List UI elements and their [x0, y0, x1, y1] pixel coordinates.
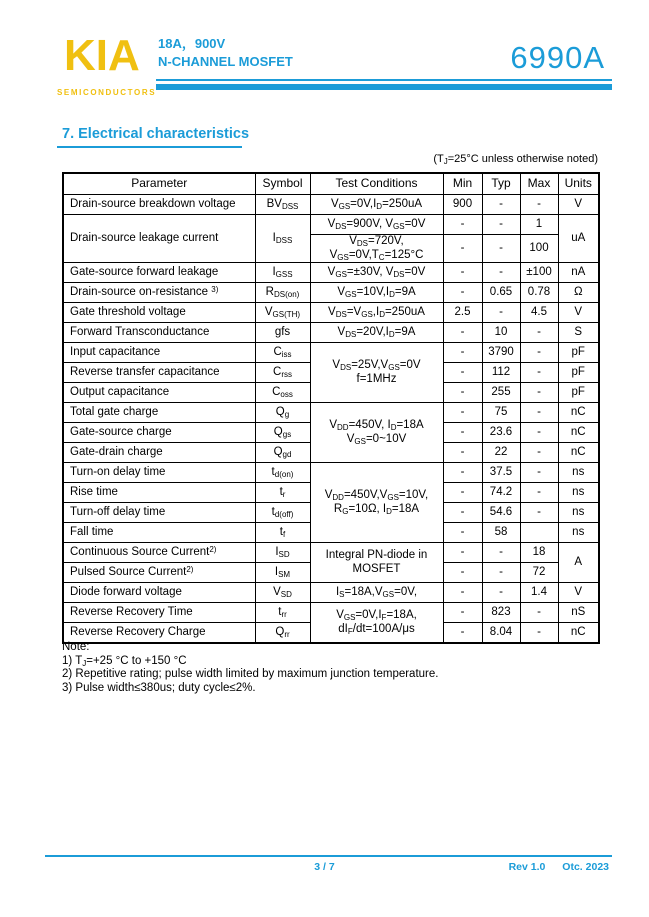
- table-row: [63, 343, 599, 363]
- cell-max: -: [520, 403, 558, 423]
- cell-symbol: $C_{oss}$: [255, 383, 310, 403]
- cell-cond: $V_{DD}=450V$, $I_D=18A$ $V_{GS}=0\sim 10V$: [310, 403, 443, 463]
- cell-typ: -: [482, 543, 520, 563]
- cell-typ: 823: [482, 603, 520, 623]
- cell-units: pF: [558, 363, 599, 383]
- cell-symbol: $t_f$: [255, 523, 310, 543]
- cell-units: nC: [558, 443, 599, 463]
- cell-param: Forward Transconductance: [63, 323, 255, 343]
- cell-min: -: [443, 623, 482, 644]
- cell-symbol: $I_{GSS}$: [255, 263, 310, 283]
- cell-cond: Integral PN-diode in MOSFET: [310, 543, 443, 583]
- cell-cond: $V_{GS}=10V,I_D=9A$: [310, 283, 443, 303]
- footer-rule: [45, 855, 612, 857]
- cell-min: -: [443, 603, 482, 623]
- cell-min: -: [443, 503, 482, 523]
- cell-typ: 54.6: [482, 503, 520, 523]
- table-row: [63, 195, 599, 215]
- cell-units: Ω: [558, 283, 599, 303]
- product-type: N-CHANNEL MOSFET: [158, 54, 293, 69]
- cell-max: -: [520, 363, 558, 383]
- cell-param: Reverse transfer capacitance: [63, 363, 255, 383]
- cell-min: -: [443, 403, 482, 423]
- cell-min: -: [443, 343, 482, 363]
- cell-param: Drain-source leakage current: [63, 215, 255, 263]
- cell-min: -: [443, 283, 482, 303]
- cell-max: -: [520, 483, 558, 503]
- cell-min: -: [443, 563, 482, 583]
- cell-max: 1.4: [520, 583, 558, 603]
- cell-param: Drain-source breakdown voltage: [63, 195, 255, 215]
- cell-units: pF: [558, 383, 599, 403]
- table-row: [63, 303, 599, 323]
- cell-min: -: [443, 463, 482, 483]
- cell-max: -: [520, 343, 558, 363]
- table-row: [63, 463, 599, 483]
- cell-max: 72: [520, 563, 558, 583]
- column-header: Typ: [482, 173, 520, 195]
- cell-typ: -: [482, 583, 520, 603]
- cell-symbol: $V_{SD}$: [255, 583, 310, 603]
- header-rule-thick: [156, 84, 612, 90]
- cell-typ: 0.65: [482, 283, 520, 303]
- cell-max: -: [520, 623, 558, 644]
- column-header: Min: [443, 173, 482, 195]
- cell-param: Total gate charge: [63, 403, 255, 423]
- cell-units: pF: [558, 343, 599, 363]
- cell-symbol: $I_{SM}$: [255, 563, 310, 583]
- cell-typ: 3790: [482, 343, 520, 363]
- cell-typ: 22: [482, 443, 520, 463]
- cell-cond: $V_{DS}=20V,I_D=9A$: [310, 323, 443, 343]
- cell-units: V: [558, 583, 599, 603]
- cell-typ: 112: [482, 363, 520, 383]
- cell-units: uA: [558, 215, 599, 263]
- cell-symbol: $C_{iss}$: [255, 343, 310, 363]
- cell-max: -: [520, 195, 558, 215]
- cell-typ: -: [482, 235, 520, 263]
- cell-symbol: $t_{rr}$: [255, 603, 310, 623]
- cell-symbol: $Q_{gd}$: [255, 443, 310, 463]
- cell-typ: 255: [482, 383, 520, 403]
- cell-param: Reverse Recovery Charge: [63, 623, 255, 644]
- cell-units: A: [558, 543, 599, 583]
- cell-units: nC: [558, 423, 599, 443]
- cell-cond: $I_S=18A,V_{GS}=0V$,: [310, 583, 443, 603]
- table-row: [63, 263, 599, 283]
- cell-min: -: [443, 483, 482, 503]
- cell-param: Gate-source charge: [63, 423, 255, 443]
- cell-param: Rise time: [63, 483, 255, 503]
- cell-max: -: [520, 603, 558, 623]
- cell-min: -: [443, 523, 482, 543]
- cell-param: Input capacitance: [63, 343, 255, 363]
- cell-param: Fall time: [63, 523, 255, 543]
- cell-typ: 74.2: [482, 483, 520, 503]
- cell-typ: 75: [482, 403, 520, 423]
- cell-max: -: [520, 323, 558, 343]
- page-number: 3 / 7: [314, 861, 335, 873]
- cell-cond: $V_{DS}=25V,V_{GS}=0V$ f=1MHz: [310, 343, 443, 403]
- cell-min: -: [443, 443, 482, 463]
- cell-param: Turn-on delay time: [63, 463, 255, 483]
- logo-subtext: SEMICONDUCTORS: [57, 88, 157, 97]
- cell-min: -: [443, 423, 482, 443]
- cell-min: -: [443, 235, 482, 263]
- cell-symbol: $Q_g$: [255, 403, 310, 423]
- cell-typ: -: [482, 563, 520, 583]
- column-header: Units: [558, 173, 599, 195]
- cell-max: -: [520, 463, 558, 483]
- notes: [62, 641, 438, 695]
- cell-symbol: $R_{DS(on)}$: [255, 283, 310, 303]
- cell-max: [520, 523, 558, 543]
- column-header: Test Conditions: [310, 173, 443, 195]
- cell-max: -: [520, 443, 558, 463]
- table-row: [63, 543, 599, 563]
- electrical-characteristics-table: [62, 172, 600, 644]
- cell-param: Pulsed Source Current$^{2)}$: [63, 563, 255, 583]
- table-row: [63, 283, 599, 303]
- cell-typ: 37.5: [482, 463, 520, 483]
- cell-min: -: [443, 583, 482, 603]
- cell-min: -: [443, 263, 482, 283]
- notes-label: Note:: [62, 641, 90, 653]
- cell-units: nA: [558, 263, 599, 283]
- cell-max: ±100: [520, 263, 558, 283]
- cell-max: 0.78: [520, 283, 558, 303]
- cell-param: Continuous Source Current$^{2)}$: [63, 543, 255, 563]
- cell-typ: 8.04: [482, 623, 520, 644]
- column-header: Parameter: [63, 173, 255, 195]
- cell-min: 900: [443, 195, 482, 215]
- cell-symbol: $t_r$: [255, 483, 310, 503]
- cell-min: -: [443, 383, 482, 403]
- cell-symbol: $I_{DSS}$: [255, 215, 310, 263]
- cell-symbol: $Q_{gs}$: [255, 423, 310, 443]
- cell-cond: $V_{DS}=V_{GS},I_D=250uA$: [310, 303, 443, 323]
- cell-max: -: [520, 423, 558, 443]
- cell-typ: -: [482, 195, 520, 215]
- cell-min: 2.5: [443, 303, 482, 323]
- table-row: [63, 603, 599, 623]
- cell-units: ns: [558, 523, 599, 543]
- cell-min: -: [443, 543, 482, 563]
- cell-param: Turn-off delay time: [63, 503, 255, 523]
- product-summary: [158, 35, 293, 71]
- section-title: 7. Electrical characteristics: [57, 126, 242, 148]
- cell-symbol: gfs: [255, 323, 310, 343]
- column-header: Max: [520, 173, 558, 195]
- note-item-1: 1) $T_J=+25$ °C to +150 °C: [62, 654, 187, 668]
- cell-typ: -: [482, 215, 520, 235]
- cell-param: Reverse Recovery Time: [63, 603, 255, 623]
- cell-units: V: [558, 195, 599, 215]
- cell-units: nS: [558, 603, 599, 623]
- cell-max: 18: [520, 543, 558, 563]
- revision-info: [509, 861, 609, 873]
- cell-max: -: [520, 503, 558, 523]
- cell-max: 4.5: [520, 303, 558, 323]
- revision: Rev 1.0: [508, 861, 546, 873]
- cell-param: Output capacitance: [63, 383, 255, 403]
- table-row: [63, 215, 599, 235]
- cell-units: nC: [558, 403, 599, 423]
- cell-cond: $V_{GS}=0V,I_F=18A$, $dI_F/dt=100A/\mu s$: [310, 603, 443, 644]
- cell-symbol: $t_{d(on)}$: [255, 463, 310, 483]
- note-item-2: 2) Repetitive rating; pulse width limited by maximum junction temperature.: [62, 668, 439, 680]
- cell-max: 1: [520, 215, 558, 235]
- cell-cond: $V_{DD}=450V,V_{GS}=10V$, $R_G=10\Omega$, $I_D=18A$: [310, 463, 443, 543]
- cell-units: ns: [558, 463, 599, 483]
- table-row: [63, 403, 599, 423]
- condition-note: ($T_J=25^\circ C$ unless otherwise noted): [433, 153, 598, 166]
- cell-param: Gate-drain charge: [63, 443, 255, 463]
- table-row: [63, 323, 599, 343]
- cell-min: -: [443, 363, 482, 383]
- cell-cond: $V_{DS}=720V$, $V_{GS}=0V,T_C=125^\circ C$: [310, 235, 443, 263]
- cell-symbol: $V_{GS(TH)}$: [255, 303, 310, 323]
- cell-param: Gate-source forward leakage: [63, 263, 255, 283]
- date: Otc. 2023: [562, 861, 609, 873]
- part-number: 6990A: [510, 40, 605, 75]
- cell-symbol: $I_{SD}$: [255, 543, 310, 563]
- cell-min: -: [443, 215, 482, 235]
- cell-typ: 58: [482, 523, 520, 543]
- cell-symbol: $BV_{DSS}$: [255, 195, 310, 215]
- cell-max: 100: [520, 235, 558, 263]
- cell-units: S: [558, 323, 599, 343]
- cell-units: ns: [558, 503, 599, 523]
- column-header: Symbol: [255, 173, 310, 195]
- cell-max: -: [520, 383, 558, 403]
- cell-cond: $V_{DS}=900V$, $V_{GS}=0V$: [310, 215, 443, 235]
- cell-symbol: $t_{d(off)}$: [255, 503, 310, 523]
- cell-param: Drain-source on-resistance $^{3)}$: [63, 283, 255, 303]
- cell-param: Gate threshold voltage: [63, 303, 255, 323]
- kia-logo: KIA: [64, 31, 140, 80]
- table-header-row: [63, 173, 599, 195]
- cell-cond: $V_{GS}=0V,I_D=250uA$: [310, 195, 443, 215]
- cell-param: Diode forward voltage: [63, 583, 255, 603]
- note-item-3: 3) Pulse width≤380us; duty cycle≤2%.: [62, 681, 256, 694]
- cell-units: V: [558, 303, 599, 323]
- table-row: [63, 583, 599, 603]
- cell-symbol: $Q_{rr}$: [255, 623, 310, 644]
- cell-symbol: $C_{rss}$: [255, 363, 310, 383]
- cell-typ: 10: [482, 323, 520, 343]
- cell-typ: 23.6: [482, 423, 520, 443]
- cell-cond: $V_{GS}=\pm 30V$, $V_{DS}=0V$: [310, 263, 443, 283]
- cell-units: ns: [558, 483, 599, 503]
- cell-typ: -: [482, 263, 520, 283]
- cell-units: nC: [558, 623, 599, 644]
- header-rule-thin: [156, 79, 612, 81]
- cell-typ: -: [482, 303, 520, 323]
- product-rating: 18A，900V: [158, 36, 226, 51]
- cell-min: -: [443, 323, 482, 343]
